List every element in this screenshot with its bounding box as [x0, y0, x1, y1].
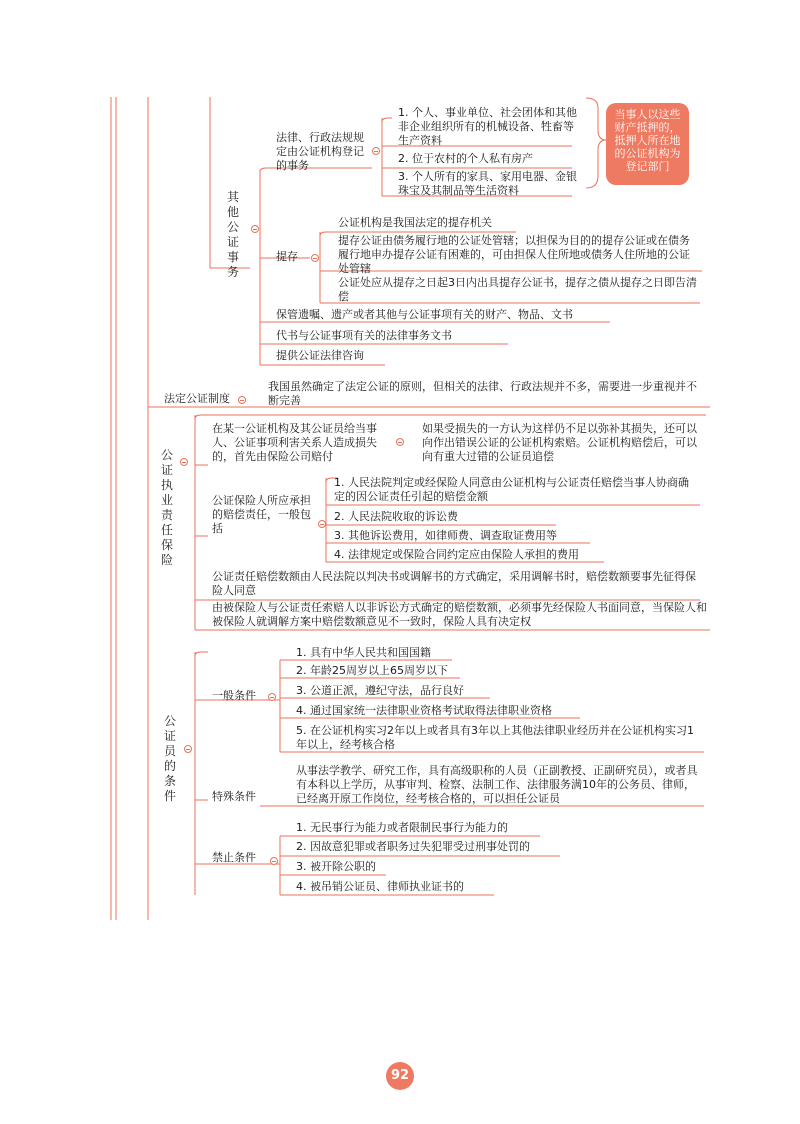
collapse-toggle-icon[interactable]: [270, 857, 278, 865]
collapse-toggle-icon[interactable]: [180, 458, 188, 466]
collapse-toggle-icon[interactable]: [184, 745, 192, 753]
insurance-first-label: 在某一公证机构及其公证员给当事人、公证事项利害关系人造成损失的，首先由保险公司赔付: [212, 422, 377, 463]
special-label: 特殊条件: [212, 790, 256, 803]
registration-callout: 当事人以这些财产抵押的，抵押人所在地的公证机构为登记部门: [606, 103, 689, 185]
misc-item: 代书与公证事项有关的法律事务文书: [276, 329, 452, 342]
prohibit-item: 1. 无民事行为能力或者限制民事行为能力的: [296, 821, 508, 834]
general-item: 3. 公道正派，遵纪守法，品行良好: [296, 684, 464, 697]
general-item: 1. 具有中华人民共和国国籍: [296, 646, 431, 659]
collapse-toggle-icon[interactable]: [251, 225, 259, 233]
general-label: 一般条件: [212, 689, 256, 702]
registration-item: 1. 个人、事业单位、社会团体和其他非企业组织所有的机械设备、牲畜等生产资料: [398, 106, 577, 147]
collapse-toggle-icon[interactable]: [311, 254, 319, 262]
general-item: 5. 在公证机构实习2年以上或者具有3年以上其他法律职业经历并在公证机构实习1年以上，经考核合格: [296, 724, 694, 751]
registration-item: 2. 位于农村的个人私有房产: [398, 152, 533, 165]
page-number: 92: [386, 1062, 414, 1090]
prohibit-item: 3. 被开除公职的: [296, 860, 376, 873]
collapse-toggle-icon[interactable]: [372, 147, 380, 155]
insurance-scope-item: 4. 法律规定或保险合同约定应由保险人承担的费用: [334, 548, 579, 561]
misc-item: 保管遗嘱、遗产或者其他与公证事项有关的财产、物品、文书: [276, 308, 573, 321]
collapse-toggle-icon[interactable]: [318, 520, 326, 528]
insurance-scope-item: 1. 人民法院判定或经保险人同意由公证机构与公证责任赔偿当事人协商确定的因公证责任引起的赔偿金额: [334, 476, 689, 503]
misc-item: 提供公证法律咨询: [276, 349, 364, 362]
registration-label: 法律、行政法规规定由公证机构登记的事务: [276, 131, 364, 172]
general-item: 4. 通过国家统一法律职业资格考试取得法律职业资格: [296, 704, 552, 717]
legal-text: 我国虽然确定了法定公证的原则，但相关的法律、行政法规并不多，需要进一步重视并不断完善: [268, 380, 697, 407]
deposit-item: 公证处应从提存之日起3日内出具提存公证书，提存之债从提存之日即告清偿: [338, 276, 697, 303]
insurance-note: 由被保险人与公证责任索赔人以非诉讼方式确定的赔偿数额，必须事先经保险人书面同意，当保险人和被保险人就调解方案中赔偿数额意见不一致时，保险人具有决定权: [212, 601, 707, 628]
legal-label: 法定公证制度: [164, 392, 230, 405]
deposit-item: 公证机构是我国法定的提存机关: [338, 216, 492, 229]
section-title-conditions: 公证员的条件: [163, 714, 176, 803]
registration-item: 3. 个人所有的家具、家用电器、金银珠宝及其制品等生活资料: [398, 170, 577, 197]
prohibit-item: 4. 被吊销公证员、律师执业证书的: [296, 880, 464, 893]
deposit-label: 提存: [276, 250, 298, 263]
prohibit-item: 2. 因故意犯罪或者职务过失犯罪受过刑事处罚的: [296, 840, 530, 853]
section-title-insurance: 公证执业责任保险: [160, 448, 173, 567]
insurance-note: 公证责任赔偿数额由人民法院以判决书或调解书的方式确定，采用调解书时，赔偿数额要事先征得保险人同意: [212, 570, 696, 597]
deposit-item: 提存公证由债务履行地的公证处管辖；以担保为目的的提存公证或在债务履行地申办提存公证有困难的，可由担保人住所地或债务人住所地的公证处管辖: [338, 234, 690, 275]
prohibit-label: 禁止条件: [212, 851, 256, 864]
insurance-first-text: 如果受损失的一方认为这样仍不足以弥补其损失，还可以向作出错误公证的公证机构索赔。公证机构赔偿后，可以向有重大过错的公证员追偿: [422, 422, 697, 463]
collapse-toggle-icon[interactable]: [396, 438, 404, 446]
general-item: 2. 年龄25周岁以上65周岁以下: [296, 664, 448, 677]
collapse-toggle-icon[interactable]: [238, 396, 246, 404]
insurance-scope-label: 公证保险人所应承担的赔偿责任，一般包括: [212, 494, 311, 535]
collapse-toggle-icon[interactable]: [268, 693, 276, 701]
insurance-scope-item: 3. 其他诉讼费用，如律师费、调查取证费用等: [334, 529, 557, 542]
special-text: 从事法学教学、研究工作，具有高级职称的人员（正副教授、正副研究员），或者具有本科以上学历，从事审判、检察、法制工作、法律服务满10年的公务员、律师，已经离开原工作岗位，经考核合格的，可以担任公证员: [296, 764, 698, 805]
insurance-scope-item: 2. 人民法院收取的诉讼费: [334, 510, 458, 523]
section-title-other: 其他公证事务: [226, 190, 239, 279]
